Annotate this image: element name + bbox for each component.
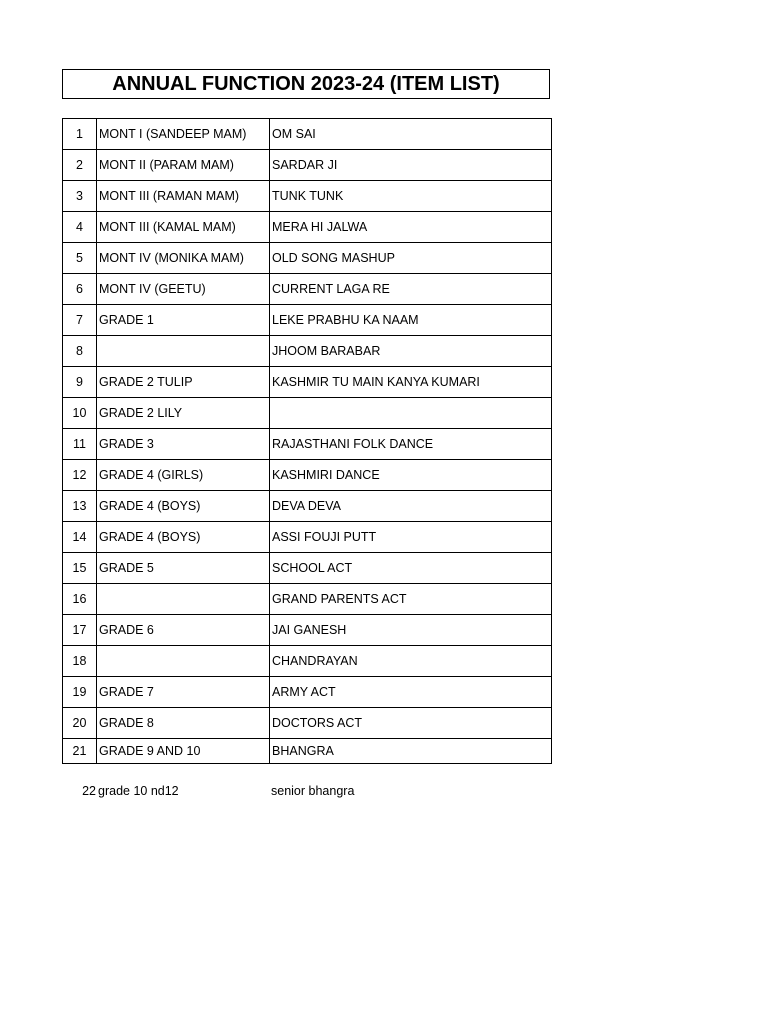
table-row: [63, 522, 552, 553]
row-item: DEVA DEVA: [270, 491, 552, 522]
row-class: GRADE 4 (GIRLS): [97, 460, 270, 491]
extra-row-number: 22: [82, 784, 96, 798]
table-row: [63, 460, 552, 491]
row-class: MONT III (KAMAL MAM): [97, 212, 270, 243]
row-item: TUNK TUNK: [270, 181, 552, 212]
table-row: [63, 677, 552, 708]
row-item: CURRENT LAGA RE: [270, 274, 552, 305]
row-class: GRADE 2 TULIP: [97, 367, 270, 398]
table-row: [63, 305, 552, 336]
row-item: [270, 398, 552, 429]
table-row: [63, 274, 552, 305]
row-number: 11: [63, 429, 97, 460]
extra-row-item: senior bhangra: [271, 784, 355, 798]
row-number: 6: [63, 274, 97, 305]
row-item: JHOOM BARABAR: [270, 336, 552, 367]
item-list-table: [62, 118, 552, 764]
row-class: GRADE 3: [97, 429, 270, 460]
row-item: LEKE PRABHU KA NAAM: [270, 305, 552, 336]
item-list-body: [63, 119, 552, 764]
title-box: [62, 69, 550, 99]
row-number: 8: [63, 336, 97, 367]
table-row: [63, 646, 552, 677]
row-class: [97, 646, 270, 677]
row-item: MERA HI JALWA: [270, 212, 552, 243]
table-row: [63, 243, 552, 274]
row-number: 20: [63, 708, 97, 739]
row-class: MONT IV (MONIKA MAM): [97, 243, 270, 274]
row-class: [97, 336, 270, 367]
row-number: 1: [63, 119, 97, 150]
row-item: BHANGRA: [270, 739, 552, 764]
row-item: OM SAI: [270, 119, 552, 150]
row-class: MONT III (RAMAN MAM): [97, 181, 270, 212]
row-number: 9: [63, 367, 97, 398]
row-class: GRADE 1: [97, 305, 270, 336]
row-item: KASHMIR TU MAIN KANYA KUMARI: [270, 367, 552, 398]
row-item: CHANDRAYAN: [270, 646, 552, 677]
row-class: MONT II (PARAM MAM): [97, 150, 270, 181]
row-item: ARMY ACT: [270, 677, 552, 708]
row-class: MONT IV (GEETU): [97, 274, 270, 305]
row-item: OLD SONG MASHUP: [270, 243, 552, 274]
row-item: ASSI FOUJI PUTT: [270, 522, 552, 553]
row-number: 19: [63, 677, 97, 708]
table-row: [63, 181, 552, 212]
table-row: [63, 491, 552, 522]
row-number: 15: [63, 553, 97, 584]
row-number: 12: [63, 460, 97, 491]
table-row: [63, 398, 552, 429]
row-class: GRADE 8: [97, 708, 270, 739]
row-number: 7: [63, 305, 97, 336]
table-row: [63, 553, 552, 584]
row-class: GRADE 2 LILY: [97, 398, 270, 429]
table-row: [63, 367, 552, 398]
row-class: MONT I (SANDEEP MAM): [97, 119, 270, 150]
row-item: SARDAR JI: [270, 150, 552, 181]
row-number: 13: [63, 491, 97, 522]
row-number: 17: [63, 615, 97, 646]
row-number: 5: [63, 243, 97, 274]
row-class: GRADE 4 (BOYS): [97, 491, 270, 522]
row-item: JAI GANESH: [270, 615, 552, 646]
table-row: [63, 739, 552, 764]
row-number: 4: [63, 212, 97, 243]
row-item: GRAND PARENTS ACT: [270, 584, 552, 615]
row-item: SCHOOL ACT: [270, 553, 552, 584]
table-row: [63, 615, 552, 646]
table-row: [63, 708, 552, 739]
page-title: ANNUAL FUNCTION 2023-24 (ITEM LIST): [112, 72, 500, 95]
row-number: 14: [63, 522, 97, 553]
extra-row: [62, 784, 551, 800]
row-number: 16: [63, 584, 97, 615]
table-row: [63, 212, 552, 243]
table-row: [63, 429, 552, 460]
row-number: 2: [63, 150, 97, 181]
table-row: [63, 150, 552, 181]
row-number: 18: [63, 646, 97, 677]
row-item: DOCTORS ACT: [270, 708, 552, 739]
table-row: [63, 336, 552, 367]
table-row: [63, 584, 552, 615]
extra-row-class: grade 10 nd12: [98, 784, 179, 798]
row-class: GRADE 4 (BOYS): [97, 522, 270, 553]
row-number: 3: [63, 181, 97, 212]
row-class: GRADE 6: [97, 615, 270, 646]
row-number: 21: [63, 739, 97, 764]
row-item: KASHMIRI DANCE: [270, 460, 552, 491]
row-class: GRADE 5: [97, 553, 270, 584]
row-number: 10: [63, 398, 97, 429]
row-item: RAJASTHANI FOLK DANCE: [270, 429, 552, 460]
row-class: GRADE 9 AND 10: [97, 739, 270, 764]
row-class: GRADE 7: [97, 677, 270, 708]
table-row: [63, 119, 552, 150]
row-class: [97, 584, 270, 615]
